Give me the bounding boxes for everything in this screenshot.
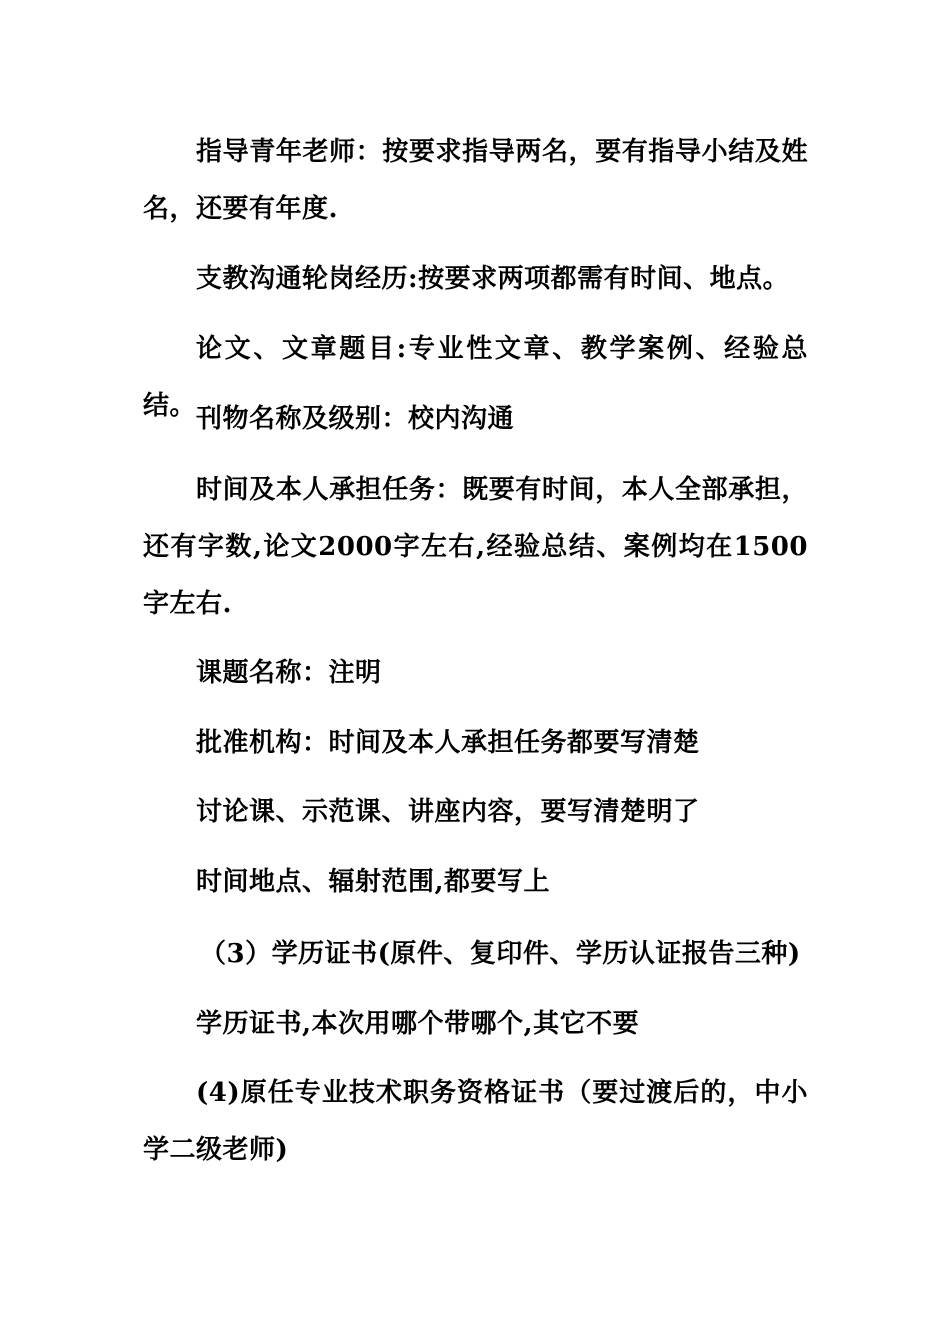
paragraph-paper-title: 论文、文章题目:专业性文章、教学案例、经验总结。 [143,334,808,421]
paragraph-mentoring: 指导青年老师：按要求指导两名，要有指导小结及姓名，还要有年度. [143,137,808,224]
paragraph-rotation-experience: 支教沟通轮岗经历:按要求两项都需有时间、地点。 [196,264,790,294]
paragraph-time-and-tasks: 时间及本人承担任务：既要有时间，本人全部承担，还有字数,论文2000字左右,经验总结、案例均在1500字左右. [143,475,808,619]
paragraph-lecture-content: 讨论课、示范课、讲座内容，要写清楚明了 [196,797,700,827]
paragraph-qualification-certificate: (4)原任专业技术职务资格证书（要过渡后的，中小学二级老师) [143,1078,808,1165]
paragraph-approval-agency: 批准机构：时间及本人承担任务都要写清楚 [196,728,700,758]
paragraph-time-location-scope: 时间地点、辐射范围,都要写上 [196,867,551,897]
paragraph-project-name: 课题名称：注明 [196,658,382,688]
paragraph-publication-name: 刊物名称及级别：校内沟通 [196,404,515,434]
paragraph-education-certificate-note: 学历证书,本次用哪个带哪个,其它不要 [196,1009,640,1039]
paragraph-education-certificate-header: （3）学历证书(原件、复印件、学历认证报告三种) [200,939,801,969]
